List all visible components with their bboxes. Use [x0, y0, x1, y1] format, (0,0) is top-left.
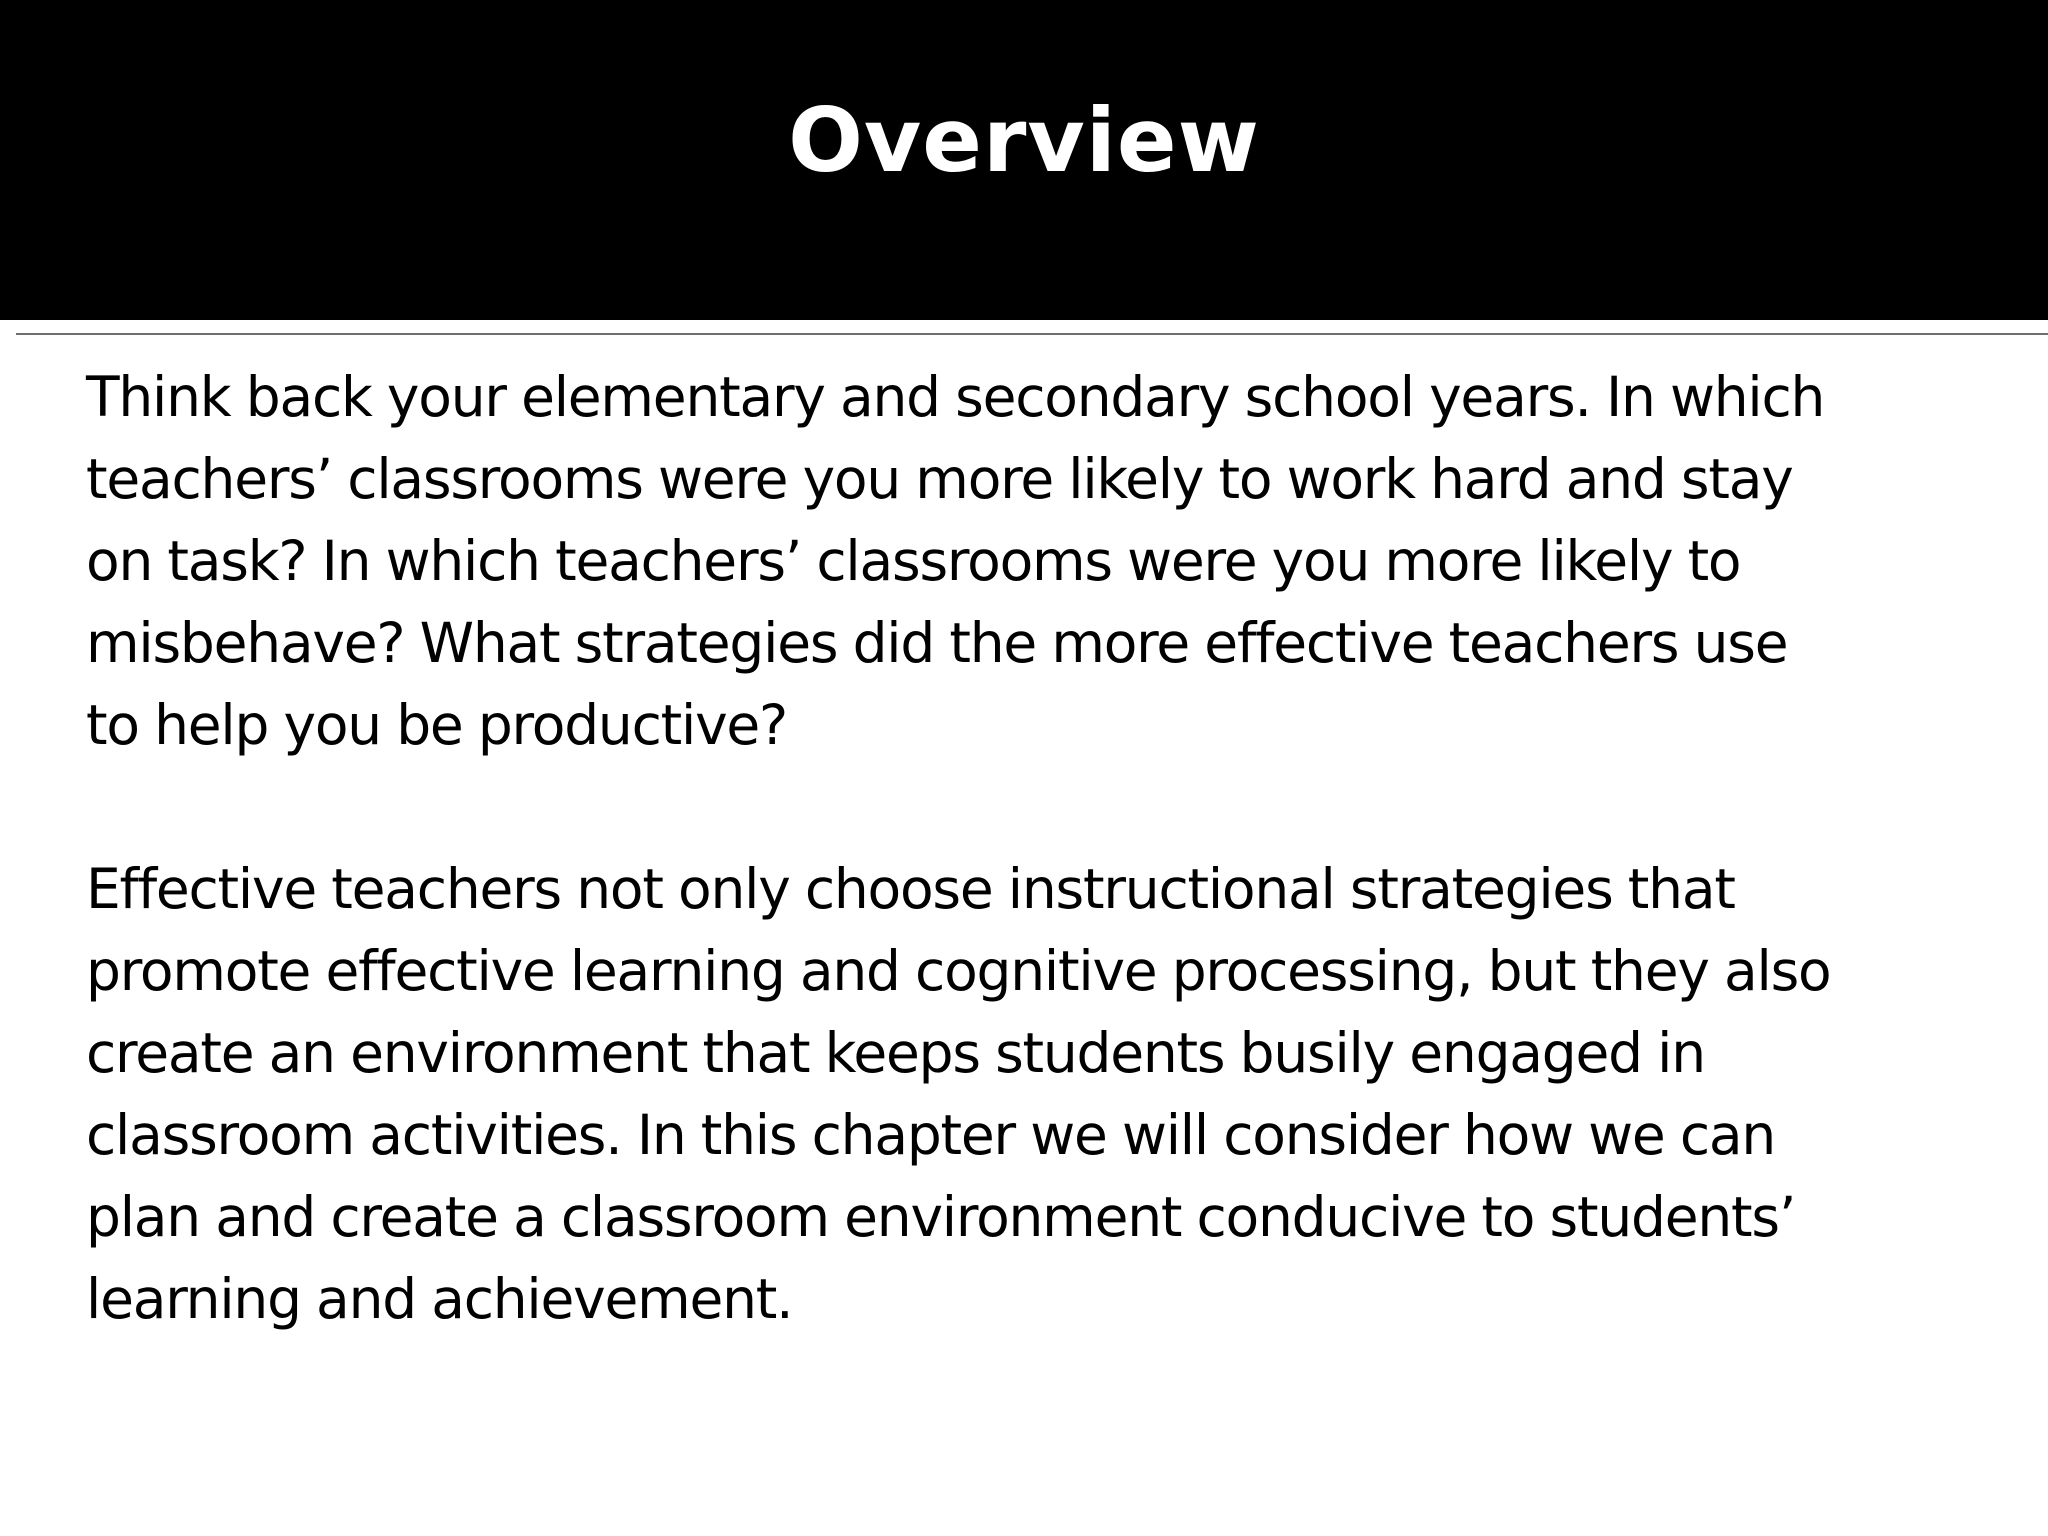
paragraph-1 — [86, 356, 1986, 766]
paragraph-2-line: classroom activities. In this chapter we will consider how we can — [86, 1103, 1776, 1167]
paragraph-1-line: misbehave? What strategies did the more effective teachers use — [86, 611, 1788, 675]
paragraph-spacer — [86, 766, 1986, 848]
slide-body — [86, 356, 1986, 1340]
paragraph-1-line: Think back your elementary and secondary school years. In which — [86, 365, 1825, 429]
paragraph-1-line: to help you be productive? — [86, 693, 788, 757]
paragraph-1-line: on task? In which teachers’ classrooms were you more likely to — [86, 529, 1741, 593]
slide-title: Overview — [788, 89, 1260, 192]
title-divider — [16, 333, 2048, 335]
paragraph-2-line: learning and achievement. — [86, 1267, 793, 1331]
paragraph-2-line: create an environment that keeps students busily engaged in — [86, 1021, 1705, 1085]
paragraph-1-line: teachers’ classrooms were you more likely to work hard and stay — [86, 447, 1793, 511]
paragraph-2-line: promote effective learning and cognitive processing, but they also — [86, 939, 1831, 1003]
paragraph-2 — [86, 848, 1986, 1340]
paragraph-2-line: Effective teachers not only choose instructional strategies that — [86, 857, 1735, 921]
title-bar — [0, 0, 2048, 320]
paragraph-2-line: plan and create a classroom environment conducive to students’ — [86, 1185, 1796, 1249]
